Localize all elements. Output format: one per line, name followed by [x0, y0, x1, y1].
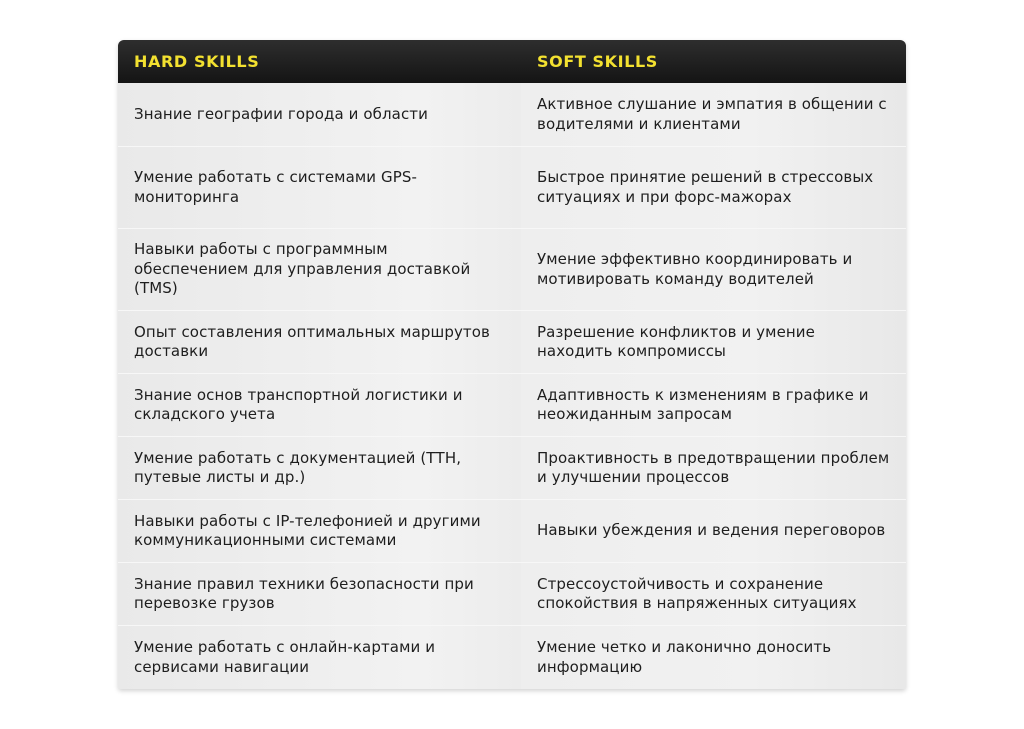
- hard-skill-cell: Навыки работы с IP-телефонией и другими коммуникационными системами: [118, 500, 521, 562]
- table-row: [118, 563, 906, 626]
- soft-skill-cell: Адаптивность к изменениям в графике и неожиданным запросам: [521, 374, 906, 436]
- soft-skill-cell: Навыки убеждения и ведения переговоров: [521, 500, 906, 562]
- header-soft-skills: SOFT SKILLS: [537, 52, 658, 71]
- hard-skill-cell: Умение работать с онлайн-картами и сервисами навигации: [118, 626, 521, 689]
- table-header: [118, 40, 906, 83]
- table-row: [118, 229, 906, 311]
- hard-skill-cell: Умение работать с документацией (ТТН, путевые листы и др.): [118, 437, 521, 499]
- soft-skill-cell: Стрессоустойчивость и сохранение спокойствия в напряженных ситуациях: [521, 563, 906, 625]
- soft-skill-cell: Умение эффективно координировать и мотивировать команду водителей: [521, 229, 906, 310]
- table-row: [118, 437, 906, 500]
- table-row: [118, 626, 906, 689]
- table-row: [118, 83, 906, 147]
- soft-skill-cell: Умение четко и лаконично доносить информацию: [521, 626, 906, 689]
- table-row: [118, 374, 906, 437]
- soft-skill-cell: Быстрое принятие решений в стрессовых ситуациях и при форс-мажорах: [521, 147, 906, 228]
- table-row: [118, 500, 906, 563]
- hard-skill-cell: Умение работать с системами GPS-мониторинга: [118, 147, 521, 228]
- table-row: [118, 147, 906, 229]
- hard-skill-cell: Знание основ транспортной логистики и складского учета: [118, 374, 521, 436]
- hard-skill-cell: Знание правил техники безопасности при перевозке грузов: [118, 563, 521, 625]
- header-hard-skills: HARD SKILLS: [134, 52, 260, 71]
- hard-skill-cell: Опыт составления оптимальных маршрутов доставки: [118, 311, 521, 373]
- hard-skill-cell: Знание географии города и области: [118, 83, 521, 146]
- soft-skill-cell: Разрешение конфликтов и умение находить компромиссы: [521, 311, 906, 373]
- soft-skill-cell: Активное слушание и эмпатия в общении с водителями и клиентами: [521, 83, 906, 146]
- soft-skill-cell: Проактивность в предотвращении проблем и улучшении процессов: [521, 437, 906, 499]
- hard-skill-cell: Навыки работы с программным обеспечением для управления доставкой (TMS): [118, 229, 521, 310]
- skills-table: [118, 40, 906, 689]
- table-row: [118, 311, 906, 374]
